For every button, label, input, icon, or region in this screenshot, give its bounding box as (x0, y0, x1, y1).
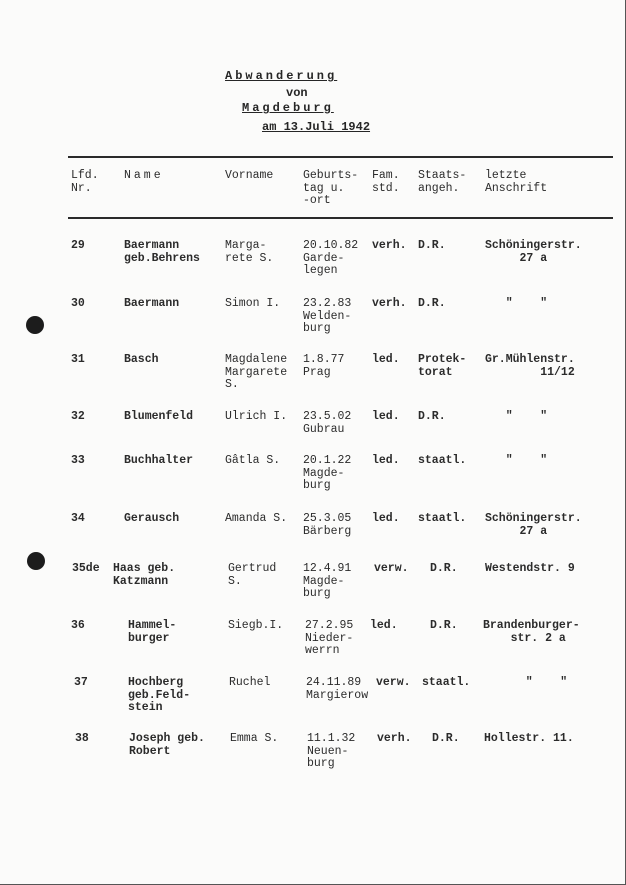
cell-staatsangehoerigkeit: D.R. (432, 732, 460, 745)
cell-staatsangehoerigkeit: D.R. (418, 410, 446, 423)
cell-vorname: Ulrich I. (225, 410, 288, 423)
cell-staatsangehoerigkeit: staatl. (418, 454, 467, 467)
header-name: Name (124, 169, 164, 182)
cell-familienstand: led. (372, 410, 400, 423)
cell-name: Baermann (124, 297, 180, 310)
cell-staatsangehoerigkeit: D.R. (418, 297, 446, 310)
cell-vorname: Magdalene Margarete S. (225, 353, 288, 391)
header-staatsangehoerigkeit: Staats- angeh. (418, 169, 467, 195)
header-familienstand: Fam. std. (372, 169, 400, 195)
cell-staatsangehoerigkeit: Protek- torat (418, 353, 467, 379)
cell-staatsangehoerigkeit: D.R. (418, 239, 446, 252)
cell-vorname: Gâtla S. (225, 454, 281, 467)
header-bottom-rule (68, 217, 613, 219)
cell-name: Hammel- burger (128, 619, 177, 645)
cell-vorname: Simon I. (225, 297, 281, 310)
cell-name: Baermann geb.Behrens (124, 239, 200, 265)
cell-nr: 34 (71, 512, 85, 525)
cell-geburt: 24.11.89 Margierow (306, 676, 369, 702)
header-geburt: Geburts- tag u. -ort (303, 169, 359, 207)
cell-familienstand: verh. (372, 239, 407, 252)
cell-geburt: 23.5.02 Gubrau (303, 410, 352, 436)
title-date: am 13.Juli 1942 (262, 120, 371, 134)
cell-name: Blumenfeld (124, 410, 194, 423)
cell-vorname: Emma S. (230, 732, 279, 745)
cell-nr: 35de (72, 562, 100, 575)
cell-familienstand: verw. (374, 562, 409, 575)
cell-nr: 36 (71, 619, 85, 632)
cell-geburt: 23.2.83 Welden- burg (303, 297, 352, 335)
cell-staatsangehoerigkeit: D.R. (430, 619, 458, 632)
cell-anschrift: Schöningerstr. 27 a (485, 239, 582, 265)
cell-anschrift: " " (485, 297, 548, 310)
cell-staatsangehoerigkeit: D.R. (430, 562, 458, 575)
cell-nr: 38 (75, 732, 89, 745)
cell-nr: 30 (71, 297, 85, 310)
cell-nr: 37 (74, 676, 88, 689)
cell-anschrift: " " (505, 676, 568, 689)
title-line-3: Magdeburg (242, 101, 334, 115)
header-nr: Lfd. Nr. (71, 169, 99, 195)
cell-anschrift: Hollestr. 11. (484, 732, 574, 745)
header-top-rule (68, 156, 613, 158)
cell-geburt: 25.3.05 Bärberg (303, 512, 352, 538)
title-line-2: von (286, 86, 308, 100)
cell-anschrift: " " (485, 454, 548, 467)
cell-name: Basch (124, 353, 159, 366)
cell-nr: 31 (71, 353, 85, 366)
cell-nr: 33 (71, 454, 85, 467)
cell-nr: 32 (71, 410, 85, 423)
cell-familienstand: led. (372, 512, 400, 525)
cell-name: Joseph geb. Robert (129, 732, 205, 758)
header-anschrift: letzte Anschrift (485, 169, 548, 195)
cell-familienstand: led. (372, 353, 400, 366)
cell-vorname: Gertrud S. (228, 562, 277, 588)
cell-vorname: Ruchel (229, 676, 271, 689)
cell-geburt: 20.10.82 Garde- legen (303, 239, 359, 277)
cell-geburt: 20.1.22 Magde- burg (303, 454, 352, 492)
cell-name: Buchhalter (124, 454, 194, 467)
cell-geburt: 12.4.91 Magde- burg (303, 562, 352, 600)
cell-geburt: 27.2.95 Nieder- werrn (305, 619, 354, 657)
cell-staatsangehoerigkeit: staatl. (422, 676, 471, 689)
cell-name: Haas geb. Katzmann (113, 562, 176, 588)
cell-staatsangehoerigkeit: staatl. (418, 512, 467, 525)
cell-familienstand: verh. (377, 732, 412, 745)
cell-vorname: Amanda S. (225, 512, 288, 525)
header-vorname: Vorname (225, 169, 274, 182)
cell-geburt: 1.8.77 Prag (303, 353, 345, 379)
title-line-1: Abwanderung (225, 69, 338, 83)
cell-anschrift: Westendstr. 9 (485, 562, 575, 575)
cell-name: Hochberg geb.Feld- stein (128, 676, 191, 714)
cell-anschrift: Gr.Mühlenstr. 11/12 (485, 353, 575, 379)
cell-anschrift: " " (485, 410, 548, 423)
cell-vorname: Marga- rete S. (225, 239, 274, 265)
cell-anschrift: Brandenburger- str. 2 a (483, 619, 580, 645)
cell-name: Gerausch (124, 512, 180, 525)
cell-anschrift: Schöningerstr. 27 a (485, 512, 582, 538)
punch-hole-top (26, 316, 44, 334)
cell-familienstand: led. (370, 619, 398, 632)
cell-geburt: 11.1.32 Neuen- burg (307, 732, 356, 770)
cell-nr: 29 (71, 239, 85, 252)
cell-vorname: Siegb.I. (228, 619, 284, 632)
punch-hole-bottom (27, 552, 45, 570)
cell-familienstand: verw. (376, 676, 411, 689)
cell-familienstand: verh. (372, 297, 407, 310)
cell-familienstand: led. (372, 454, 400, 467)
